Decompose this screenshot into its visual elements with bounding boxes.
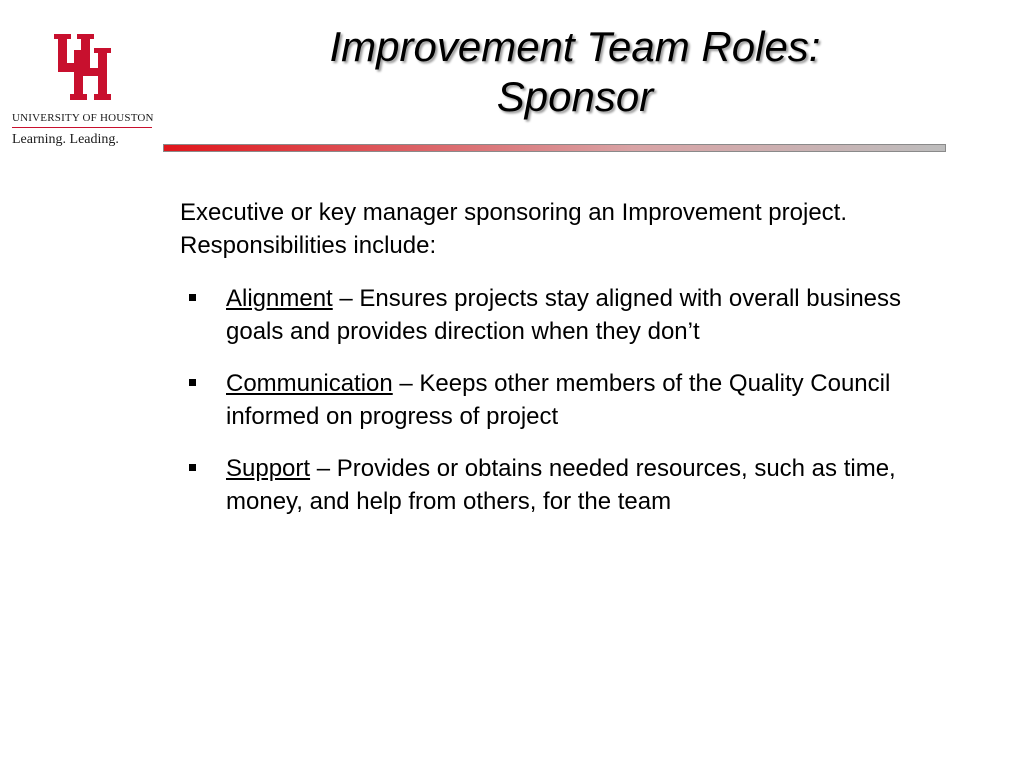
square-bullet-icon <box>189 464 196 471</box>
bullet-term: Alignment <box>226 285 333 312</box>
list-item <box>180 282 940 348</box>
intro-text: Executive or key manager sponsoring an Improvement project. Responsibilities include: <box>180 199 847 259</box>
title-underline-bar <box>163 144 946 152</box>
university-logo <box>12 30 157 148</box>
uh-interlocking-logo-icon <box>54 30 112 102</box>
responsibilities-list <box>180 282 940 518</box>
square-bullet-icon <box>189 294 196 301</box>
square-bullet-icon <box>189 379 196 386</box>
logo-university-name: UNIVERSITY OF HOUSTON <box>12 112 154 124</box>
bullet-term: Support <box>226 455 311 482</box>
bullet-text: – Keeps other members of the Quality Council informed on progress of project <box>226 370 891 430</box>
logo-divider <box>12 127 152 128</box>
logo-tagline: Learning. Leading. <box>12 132 119 147</box>
bullet-text: – Ensures projects stay aligned with overall business goals and provides direction when they don’t <box>226 285 902 345</box>
slide-body <box>180 196 940 537</box>
slide-title-line-2: Sponsor <box>496 73 654 120</box>
list-item <box>180 452 940 518</box>
bullet-text: – Provides or obtains needed resources, such as time, money, and help from others, for the team <box>226 455 896 515</box>
slide-title-line-1: Improvement Team Roles: <box>329 23 821 70</box>
list-item <box>180 367 940 433</box>
slide-title <box>250 22 900 122</box>
bullet-term: Communication <box>226 370 393 397</box>
